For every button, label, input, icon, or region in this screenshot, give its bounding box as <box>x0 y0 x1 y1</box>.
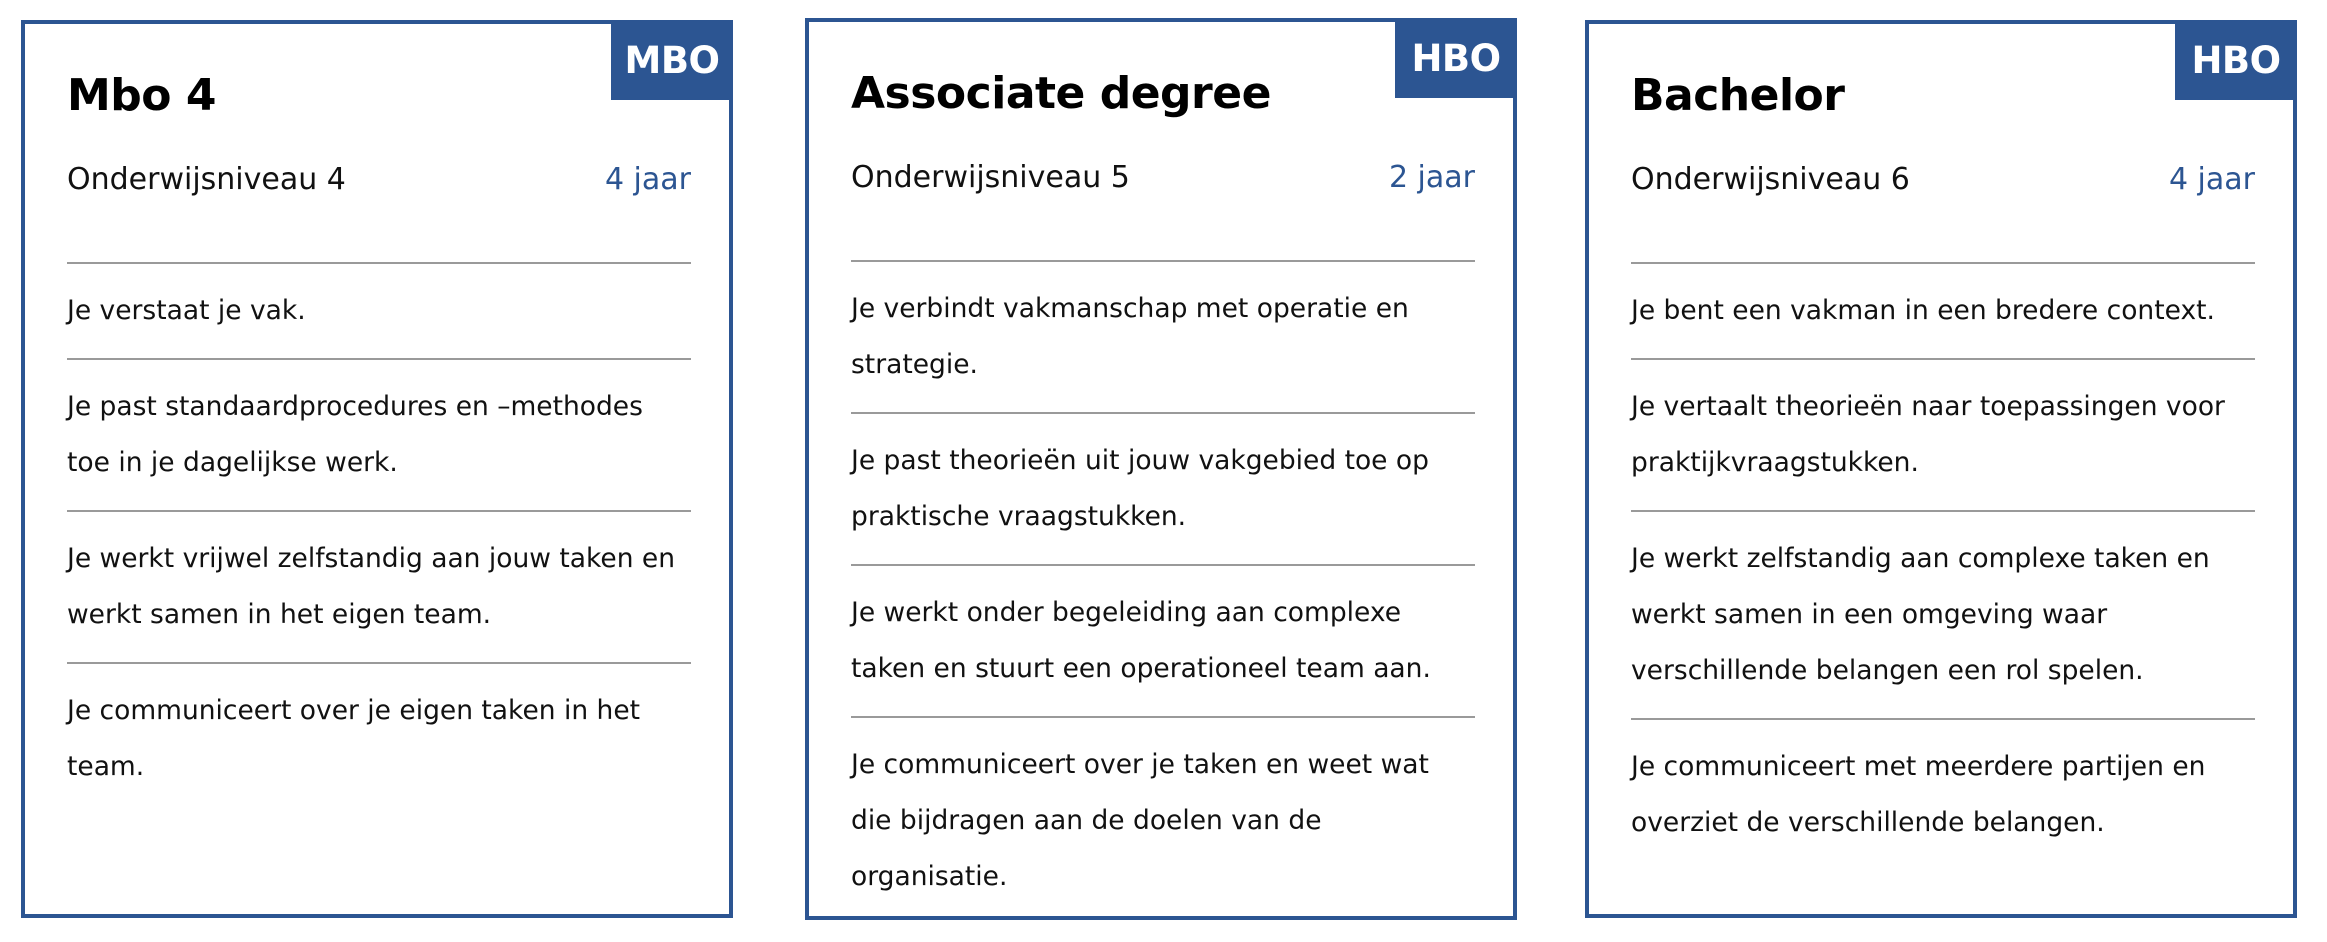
list-item: Je communiceert met meerdere partijen en overziet de verschillende belangen. <box>1631 751 2206 838</box>
list-item: Je communiceert over je taken en weet wat die bijdragen aan de doelen van de organisatie. <box>851 749 1429 892</box>
level-badge: MBO <box>611 20 733 100</box>
duration: 4 jaar <box>604 162 691 197</box>
card-title: Associate degree <box>851 68 1271 119</box>
card-title: Mbo 4 <box>67 70 216 121</box>
duration: 4 jaar <box>2168 162 2255 197</box>
list-item: Je communiceert over je eigen taken in het team. <box>67 695 641 782</box>
level-badge: HBO <box>2175 20 2297 100</box>
education-level: Onderwijsniveau 5 <box>851 160 1130 195</box>
program-card-mbo4 <box>21 20 733 918</box>
level-badge: HBO <box>1395 18 1517 98</box>
list-item: Je werkt zelfstandig aan complexe taken en werkt samen in een omgeving waar verschillende belangen een rol spelen. <box>1631 512 2255 720</box>
competency-list <box>851 260 1475 924</box>
competency-list <box>1631 262 2255 870</box>
duration: 2 jaar <box>1388 160 1475 195</box>
list-item: Je past standaardprocedures en –methodes toe in je dagelijkse werk. <box>67 360 691 512</box>
program-card-bachelor <box>1585 20 2297 918</box>
list-item: Je verbindt vakmanschap met operatie en strategie. <box>851 262 1475 414</box>
level-row <box>1631 160 2255 199</box>
list-item: Je werkt onder begeleiding aan complexe taken en stuurt een operationeel team aan. <box>851 566 1475 718</box>
competency-list <box>67 262 691 814</box>
list-item: Je vertaalt theorieën naar toepassingen voor praktijkvraagstukken. <box>1631 360 2255 512</box>
card-title: Bachelor <box>1631 70 1845 121</box>
list-item: Je bent een vakman in een bredere context. <box>1631 264 2255 360</box>
education-level: Onderwijsniveau 6 <box>1631 162 1910 197</box>
list-item: Je verstaat je vak. <box>67 264 691 360</box>
level-row <box>851 158 1475 197</box>
level-row <box>67 160 691 199</box>
program-card-associate-degree <box>805 18 1517 920</box>
list-item: Je past theorieën uit jouw vakgebied toe op praktische vraagstukken. <box>851 414 1475 566</box>
list-item: Je werkt vrijwel zelfstandig aan jouw taken en werkt samen in het eigen team. <box>67 512 691 664</box>
education-level: Onderwijsniveau 4 <box>67 162 346 197</box>
